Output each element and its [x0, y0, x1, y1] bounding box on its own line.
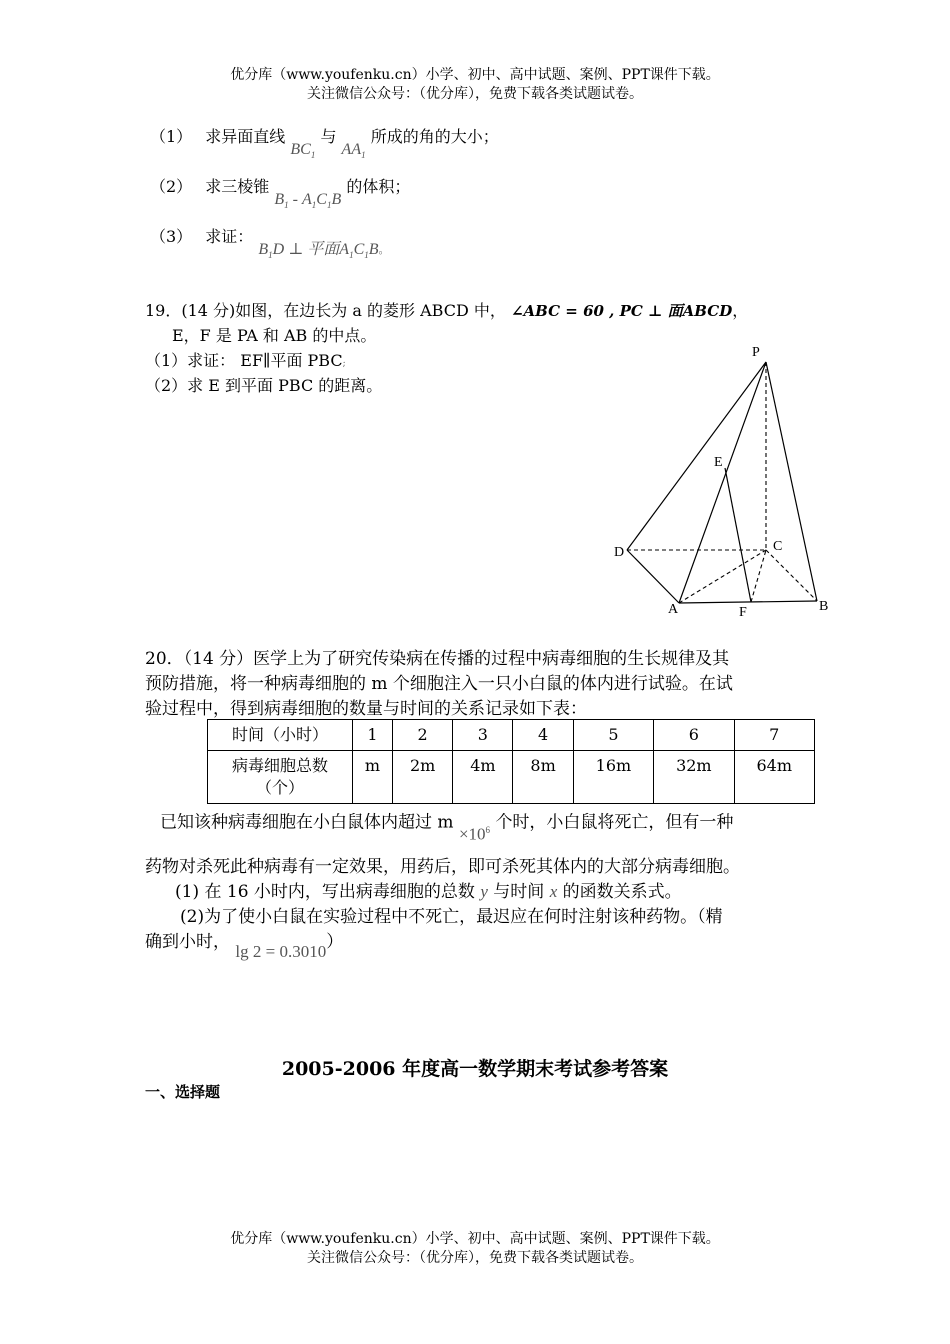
table-cell-count: 16m	[573, 751, 653, 804]
table-cell-time: 5	[573, 720, 653, 751]
label-P: P	[752, 345, 760, 360]
q19-part-2: （2）求 E 到平面 PBC 的距离。	[145, 376, 383, 395]
q18-part-3-num: （3）	[150, 227, 193, 246]
table-cell-count: 8m	[513, 751, 573, 804]
footer-line-1: 优分库（www.youfenku.cn）小学、初中、高中试题、案例、PPT课件下载。	[230, 1231, 720, 1247]
q18-part-2-tail: 的体积；	[346, 177, 411, 196]
q19-condition-math: ∠ABC = 60 , PC ⊥ 面ABCD	[510, 302, 733, 320]
q18-part-3-math: $B_1D$ ⊥ 平面$A_1C_1B^。$	[258, 241, 390, 261]
q19-part-1-mark: ;	[342, 359, 346, 369]
q20-part-2-text: 确到小时，	[145, 932, 230, 952]
table-cell-count: 64m	[734, 751, 814, 804]
q18-part-1-math-aa1: $AA_1$	[341, 141, 366, 161]
q19-part-1	[145, 350, 346, 375]
q18-part-1-math-bc1: $BC_1$	[290, 141, 316, 161]
q18-part-2	[150, 176, 411, 211]
label-D: D	[614, 545, 625, 560]
q19-intro: 19．(14 分)如图，在边长为 a 的菱形 ABCD 中，	[145, 301, 506, 320]
table-header-count	[208, 751, 353, 804]
q18-part-3-text: 求证：	[205, 227, 254, 246]
edge-PA	[679, 362, 766, 603]
q20-var-x: x	[549, 882, 558, 901]
q18-part-1-tail: 所成的角的大小；	[370, 127, 499, 146]
q18-part-1-and: 与	[320, 127, 337, 146]
table-row-count	[208, 751, 815, 804]
table-header-count-line-2: （个）	[255, 778, 304, 797]
q20-part-2-close: ）	[326, 932, 344, 952]
q19-line-1	[145, 300, 748, 322]
answers-section-1: 一、选择题	[145, 1083, 221, 1101]
header-line-1: 优分库（www.youfenku.cn）小学、初中、高中试题、案例、PPT课件下载。	[230, 67, 720, 83]
q20-threshold-math: $\times 10^6$	[458, 824, 491, 844]
table-cell-time: 7	[734, 720, 814, 751]
q20-intro-line-3: 验过程中，得到病毒细胞的数量与时间的关系记录如下表：	[145, 699, 587, 719]
footer-line-2: 关注微信公众号：（优分库），免费下载各类试题试卷。	[307, 1250, 643, 1266]
q20-intro	[145, 647, 733, 722]
table-cell-time: 2	[393, 720, 453, 751]
label-E: E	[714, 455, 723, 470]
q20-intro-line-2: 预防措施，将一种病毒细胞的 m 个细胞注入一只小白鼠的体内进行试验。在试	[145, 674, 733, 694]
q18-part-2-text: 求三棱锥	[205, 177, 270, 196]
q19-part-1-text: （1）求证： EF∥平面 PBC	[145, 351, 343, 370]
q20-part-2-line-2	[145, 931, 344, 961]
table-cell-count: 4m	[453, 751, 513, 804]
label-B: B	[819, 599, 829, 614]
table-header-time: 时间（小时）	[208, 720, 353, 751]
q18-part-1	[150, 126, 499, 161]
edge-DA	[627, 550, 679, 603]
table-cell-count: 2m	[393, 751, 453, 804]
q18-part-2-num: （2）	[150, 177, 193, 196]
table-cell-time: 3	[453, 720, 513, 751]
q20-part-1-mid: 与时间	[493, 882, 545, 902]
edge-CB	[766, 550, 817, 601]
q20-known	[160, 807, 734, 844]
edge-PD	[627, 362, 766, 550]
q19-comma: ，	[732, 301, 749, 320]
label-A: A	[668, 602, 679, 617]
table-cell-time: 6	[654, 720, 734, 751]
table-cell-count: 32m	[654, 751, 734, 804]
label-F: F	[739, 605, 747, 620]
edge-AB	[679, 601, 817, 603]
table-cell-time: 4	[513, 720, 573, 751]
q20-lg2-math: lg 2 = 0.3010	[235, 942, 327, 961]
q18-part-1-text: 求异面直线	[205, 127, 286, 146]
q18-part-2-math: $B_1 - A_1C_1B$	[274, 191, 342, 211]
table-row-time	[208, 720, 815, 751]
table-header-count-line-1: 病毒细胞总数	[231, 756, 328, 775]
q20-part-1	[175, 881, 682, 903]
pyramid-figure	[600, 340, 840, 625]
q20-part-1-tail: 的函数关系式。	[562, 882, 682, 902]
q18-part-3	[150, 226, 390, 261]
label-C: C	[773, 539, 783, 554]
q20-drug-line: 药物对杀死此种病毒有一定效果，用药后，即可杀死其体内的大部分病毒细胞。	[145, 857, 740, 877]
table-cell-count: m	[353, 751, 393, 804]
answers-title: 2005-2006 年度高一数学期末考试参考答案	[281, 1058, 669, 1080]
q20-var-y: y	[480, 882, 488, 901]
q20-part-2-line-1: (2)为了使小白鼠在实验过程中不死亡，最迟应在何时注射该种药物。（精	[180, 907, 723, 927]
segment-EF	[725, 468, 751, 602]
table-cell-time: 1	[353, 720, 393, 751]
q20-known-tail: 个时，小白鼠将死亡，但有一种	[495, 812, 734, 833]
q20-intro-line-1: 20．（14 分）医学上为了研究传染病在传播的过程中病毒细胞的生长规律及其	[145, 649, 730, 669]
edge-PB	[766, 362, 817, 601]
virus-count-table	[207, 719, 815, 804]
q19-line-2: E，F 是 PA 和 AB 的中点。	[172, 326, 377, 345]
q20-part-1-text: (1) 在 16 小时内，写出病毒细胞的总数	[175, 882, 475, 902]
q20-known-text: 已知该种病毒细胞在小白鼠体内超过 m	[160, 812, 454, 833]
q18-part-1-num: （1）	[150, 127, 193, 146]
header-line-2: 关注微信公众号：（优分库），免费下载各类试题试卷。	[307, 86, 643, 102]
